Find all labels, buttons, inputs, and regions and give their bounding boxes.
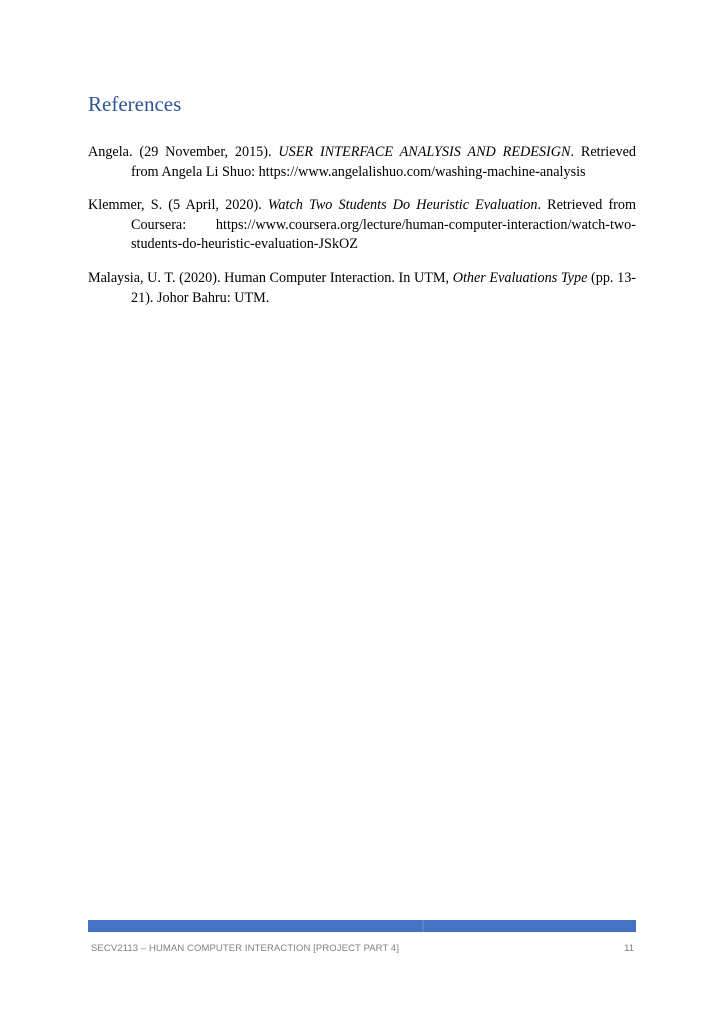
- reference-text: Malaysia, U. T. (2020). Human Computer Interaction. In UTM,: [88, 269, 453, 286]
- reference-text: Angela. (29 November, 2015).: [88, 144, 279, 160]
- reference-title: USER INTERFACE ANALYSIS AND REDESIGN: [278, 144, 571, 160]
- reference-list: [88, 143, 636, 322]
- footer-bar: [88, 920, 636, 932]
- footer-course-title: SECV2113 – HUMAN COMPUTER INTERACTION [PROJECT PART 4]: [91, 943, 400, 954]
- page-number: 11: [624, 943, 634, 954]
- reference-item: [88, 196, 636, 255]
- reference-text: Klemmer, S. (5 April, 2020).: [88, 197, 268, 214]
- reference-item: [88, 269, 636, 308]
- page-heading: References: [88, 92, 182, 116]
- reference-source: . Retrieved from Angela Li Shuo: https://www.angelalishuo.com/washing-machine-analysis: [131, 144, 637, 180]
- reference-title: Other Evaluations Type: [452, 269, 588, 286]
- reference-source: . Retrieved from Coursera: https://www.coursera.org/lecture/human-computer-interaction/watch-two-students-do-heuristic-evaluation-JSkOZ: [131, 197, 637, 253]
- reference-item: [88, 143, 636, 182]
- footer-bar-divider: [422, 920, 424, 932]
- reference-title: Watch Two Students Do Heuristic Evaluation: [267, 197, 538, 214]
- reference-source: (pp. 13-21). Johor Bahru: UTM.: [131, 269, 637, 306]
